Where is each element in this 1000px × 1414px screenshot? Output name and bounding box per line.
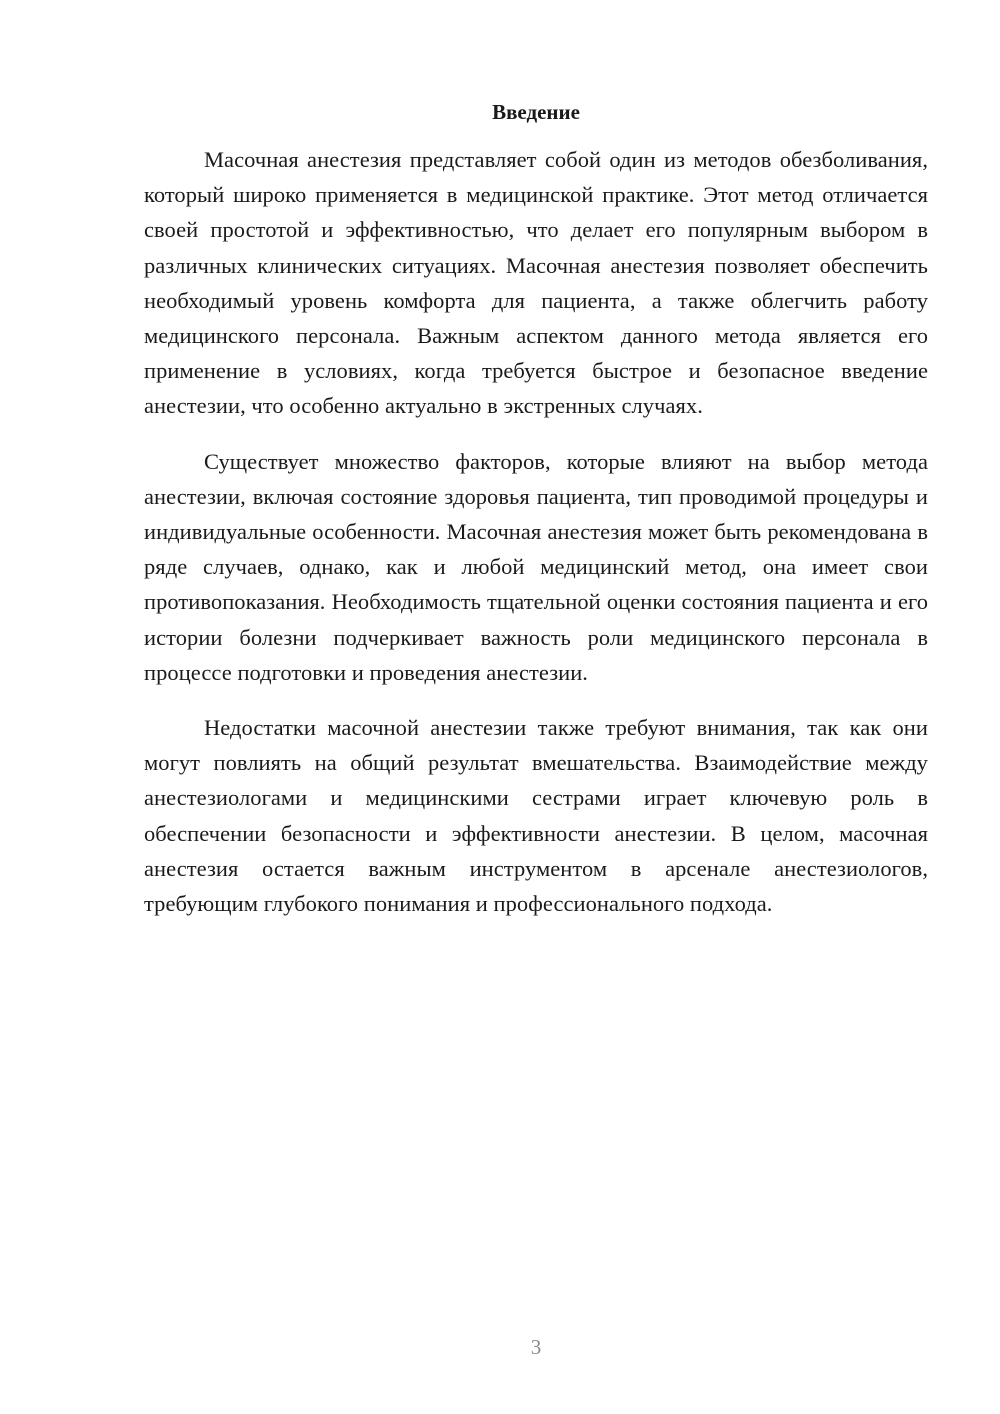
paragraph-1: Масочная анестезия представляет собой один из методов обезболивания, который широко применяется в медицинской практике. Этот метод отличается своей простотой и эффективностью, что делает его популярным выбором в различных клинических ситуациях. Масочная анестезия позволяет обеспечить необходимый уровень комфорта для пациента, а также облегчить работу медицинского персонала. Важным аспектом данного метода является его применение в условиях, когда требуется быстрое и безопасное введение анестезии, что особенно актуально в экстренных случаях.	[144, 147, 928, 419]
section-heading: Введение	[492, 100, 580, 124]
paragraph-3: Недостатки масочной анестезии также требуют внимания, так как они могут повлиять на общий результат вмешательства. Взаимодействие между анестезиологами и медицинскими сестрами играет ключевую роль в обеспечении безопасности и эффективности анестезии. В целом, масочная анестезия остается важным инструментом в арсенале анестезиологов, требующим глубокого понимания и профессионального подхода.	[144, 715, 928, 917]
page-number: 3	[530, 1335, 542, 1359]
body-text	[144, 142, 928, 921]
paragraph-2: Существует множество факторов, которые влияют на выбор метода анестезии, включая состояние здоровья пациента, тип проводимой процедуры и индивидуальные особенности. Масочная анестезия может быть рекомендована в ряде случаев, однако, как и любой медицинский метод, она имеет свои противопоказания. Необходимость тщательной оценки состояния пациента и его истории болезни подчеркивает важность роли медицинского персонала в процессе подготовки и проведения анестезии.	[144, 448, 928, 685]
